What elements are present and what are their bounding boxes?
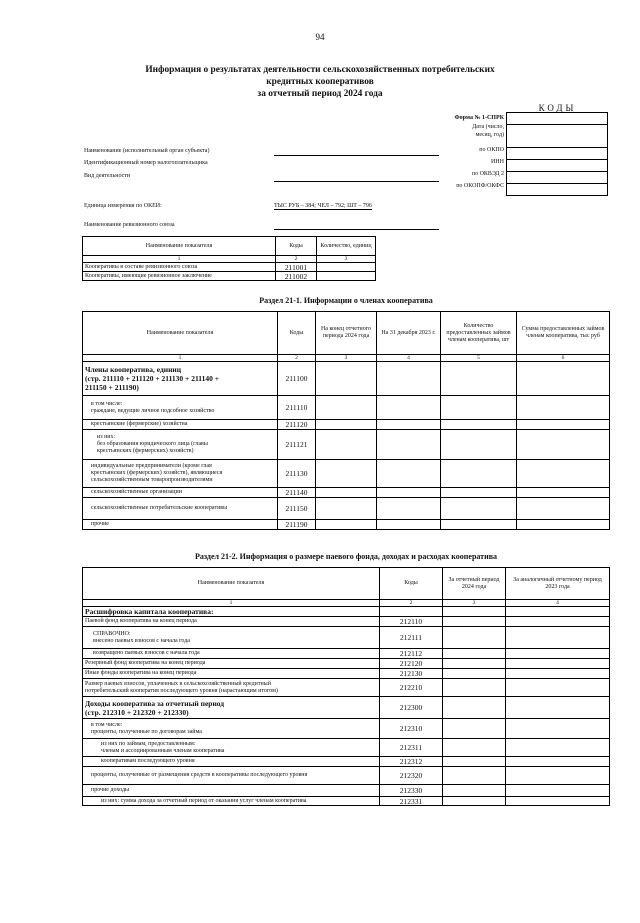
s1-num: 5	[441, 355, 517, 362]
s1-header-end: На конец отчетного периода 2024 года	[316, 312, 377, 355]
t0-header-code: Коды	[276, 237, 317, 256]
s2-cell[interactable]	[506, 607, 610, 617]
s1-row-name: прочие	[83, 520, 278, 530]
s1-cell[interactable]	[377, 460, 441, 488]
s1-cell[interactable]	[517, 420, 610, 430]
s2-row-name-line: (стр. 212310 + 212320 + 212330)	[85, 707, 189, 717]
date-label-2: месяц, год)	[475, 132, 504, 138]
page-number: 94	[315, 32, 325, 42]
s2-cell[interactable]	[506, 659, 610, 669]
s1-row-code: 211130	[278, 460, 316, 488]
t0-row-code: 211002	[276, 272, 317, 281]
s1-cell[interactable]	[517, 520, 610, 530]
s2-row-name	[83, 697, 380, 719]
s1-row-code: 211190	[278, 520, 316, 530]
s2-cell[interactable]	[443, 697, 506, 719]
s1-row-name-line: (стр. 211110 + 211120 + 211130 + 211140 +	[85, 374, 220, 383]
s1-cell[interactable]	[441, 420, 517, 430]
s2-cell[interactable]	[506, 697, 610, 719]
s1-cell[interactable]	[316, 460, 377, 488]
s2-cell[interactable]	[443, 607, 506, 617]
s2-cell[interactable]	[506, 617, 610, 627]
s1-row-name	[83, 460, 278, 488]
s2-row-name-line: СПРАВОЧНО:	[93, 630, 131, 637]
t0-row-code: 211001	[276, 263, 317, 272]
inn-label: ИНН	[491, 159, 504, 165]
s2-cell[interactable]	[443, 617, 506, 627]
s2-cell[interactable]	[506, 785, 610, 797]
s1-cell[interactable]	[517, 396, 610, 420]
okpo-label: по ОКПО	[479, 147, 504, 153]
s2-row-name: Паевой фонд кооператива на конец периода	[83, 617, 380, 627]
s1-num: 3	[316, 355, 377, 362]
s2-row-name-line: Размер паевых взносов, уплаченных в сельскохозяйственный кредитный	[85, 680, 271, 687]
s1-header-code: Коды	[278, 312, 316, 355]
s2-num: 1	[83, 600, 380, 607]
s2-header-2024: За отчетный период 2024 года	[443, 568, 506, 600]
t0-num-1: 1	[83, 256, 276, 263]
s2-row-name: возвращено паевых взносов с начала года	[83, 649, 380, 659]
s1-row-name: крестьянские (фермерские) хозяйства	[83, 420, 278, 430]
s1-cell[interactable]	[316, 420, 377, 430]
s2-row-name-line: потребительский кооператив последующего уровня (нарастающим итогом)	[85, 687, 278, 694]
s1-row-code: 211100	[278, 362, 316, 396]
document-title	[120, 64, 520, 100]
s1-row-name	[83, 430, 278, 460]
s2-num: 3	[443, 600, 506, 607]
s2-row-name-line: Доходы кооператива за отчетный период	[85, 698, 225, 708]
union-label: Наименование ревизионного союза	[84, 222, 175, 228]
s2-row-name: прочие доходы	[83, 785, 380, 797]
s2-row-name	[83, 719, 380, 739]
s1-cell[interactable]	[441, 362, 517, 396]
s1-row-name-line: граждане, ведущие личное подсобное хозяйство	[91, 407, 215, 414]
s2-cell[interactable]	[506, 649, 610, 659]
s2-row-code: 212300	[380, 697, 443, 719]
s1-cell[interactable]	[441, 498, 517, 520]
s2-row-code: 212110	[380, 617, 443, 627]
s1-cell[interactable]	[441, 430, 517, 460]
s2-cell[interactable]	[443, 627, 506, 649]
title-line-1: Информация о результатах деятельности сельскохозяйственных потребительских	[145, 65, 495, 75]
s2-header-2023: За аналогичный отчетному период 2023 года	[506, 568, 610, 600]
s1-row-name-line: крестьянских (фермерских) хозяйств), являющиеся	[91, 470, 223, 476]
s2-row-name-line: в том числе:	[91, 721, 123, 728]
s1-row-name-line: без образования юридического лица (главы	[97, 441, 208, 447]
code-cell-okopf	[506, 183, 608, 196]
units-label: Единица измерения по ОКЕИ:	[84, 203, 162, 209]
s1-cell[interactable]	[377, 498, 441, 520]
code-cell-form	[506, 112, 608, 124]
s2-header-name: Наименование показателя	[83, 568, 380, 600]
s2-cell[interactable]	[443, 797, 506, 806]
s1-row-name: сельскохозяйственные потребительские кооперативы	[83, 498, 278, 520]
s1-cell[interactable]	[316, 520, 377, 530]
s2-row-code: 212111	[380, 627, 443, 649]
s1-header-loans-count: Количество предоставленных займов членам кооператива, шт	[441, 312, 517, 355]
okved-label: по ОКВЭД 2	[471, 171, 504, 177]
s2-row-name: Расшифровка капитала кооператива:	[83, 607, 380, 617]
s2-row-name-line: внесено паевых взносов с начала года	[93, 637, 190, 644]
s1-row-code: 211120	[278, 420, 316, 430]
code-cell-inn	[506, 159, 608, 171]
s1-row-name-line: индивидуальные предприниматели (кроме глав	[91, 463, 212, 469]
s2-cell[interactable]	[506, 757, 610, 767]
form-label: Форма № 1-СПРК	[454, 115, 504, 121]
s1-cell[interactable]	[517, 488, 610, 498]
s2-cell[interactable]	[443, 785, 506, 797]
taxid-label: Идентификационный номер налогоплательщика	[84, 160, 208, 166]
code-cell-date	[506, 124, 608, 147]
s2-row-code: 212120	[380, 659, 443, 669]
s1-cell[interactable]	[441, 488, 517, 498]
s1-cell[interactable]	[316, 430, 377, 460]
s1-header-loans-sum: Сумма предоставленных займов членам кооператива, тыс руб	[517, 312, 610, 355]
activity-label: Вид деятельности	[84, 173, 131, 179]
s2-row-code: 212330	[380, 785, 443, 797]
s2-cell[interactable]	[443, 659, 506, 669]
t0-header-qty: Количество, единиц	[317, 237, 376, 256]
s2-row-code	[380, 607, 443, 617]
t0-row-value[interactable]	[317, 272, 376, 281]
s2-cell[interactable]	[443, 767, 506, 785]
s1-cell[interactable]	[377, 488, 441, 498]
s1-cell[interactable]	[517, 460, 610, 488]
s1-num: 1	[83, 355, 278, 362]
code-cell-okved	[506, 171, 608, 183]
s2-row-code: 212112	[380, 649, 443, 659]
s1-cell[interactable]	[316, 498, 377, 520]
s2-row-name	[83, 739, 380, 757]
s2-row-code: 212312	[380, 757, 443, 767]
s1-cell[interactable]	[377, 520, 441, 530]
s2-row-code: 212311	[380, 739, 443, 757]
s2-cell[interactable]	[443, 739, 506, 757]
members-table	[82, 311, 610, 530]
t0-header-name: Наименование показателя	[83, 237, 276, 256]
s2-cell[interactable]	[443, 649, 506, 659]
org-label: Наименование (исполнительный орган субъекта)	[84, 148, 210, 154]
title-line-2: кредитных кооперативов	[266, 77, 374, 87]
s2-row-name: проценты, полученные от размещения средств в кооперативы последующего уровня	[83, 767, 380, 785]
s2-row-name-line: из них по займам, предоставленным:	[101, 740, 196, 747]
t0-row-name: Кооперативы, имеющие ревизионное заключение	[83, 272, 276, 281]
s1-row-code: 211110	[278, 396, 316, 420]
s1-header-dec31: На 31 декабря 2023 г.	[377, 312, 441, 355]
s1-header-name: Наименование показателя	[83, 312, 278, 355]
s1-cell[interactable]	[517, 362, 610, 396]
section2-title: Раздел 21-2. Информация о размере паевого фонда, доходах и расходах кооператива	[194, 552, 498, 561]
s2-row-name: кооперативам последующего уровня	[83, 757, 380, 767]
s1-cell[interactable]	[517, 430, 610, 460]
s1-row-name: сельскохозяйственные организации	[83, 488, 278, 498]
fund-table	[82, 567, 610, 806]
s1-cell[interactable]	[517, 498, 610, 520]
t0-num-3: 3	[317, 256, 376, 263]
s2-cell[interactable]	[443, 679, 506, 697]
s1-row-name	[83, 396, 278, 420]
s1-row-name-line: крестьянских (фермерских) хозяйств)	[97, 448, 194, 454]
code-cell-okpo	[506, 147, 608, 159]
s2-row-name: из них: сумма дохода за отчетный период от оказания услуг членам кооператива	[83, 797, 380, 806]
s2-num: 4	[506, 600, 610, 607]
s2-num: 2	[380, 600, 443, 607]
s1-cell[interactable]	[377, 430, 441, 460]
s1-row-name-line: Члены кооператива, единиц	[85, 365, 182, 374]
title-line-3: за отчетный период 2024 года	[257, 89, 383, 99]
okopf-label: по ОКОПФ/ОКФС	[456, 183, 504, 189]
s2-cell[interactable]	[506, 719, 610, 739]
s1-row-name-line: в том числе:	[91, 400, 123, 407]
s2-cell[interactable]	[443, 669, 506, 679]
s2-row-name-line: проценты, полученные по договорам займа	[91, 728, 202, 735]
t0-row-value[interactable]	[317, 263, 376, 272]
union-underline	[274, 229, 439, 230]
s1-cell[interactable]	[441, 520, 517, 530]
activity-underline	[274, 181, 439, 182]
s1-cell[interactable]	[377, 420, 441, 430]
s2-row-name	[83, 627, 380, 649]
codes-header: КОДЫ	[538, 103, 577, 113]
s2-row-code: 212320	[380, 767, 443, 785]
s1-cell[interactable]	[377, 396, 441, 420]
s2-cell[interactable]	[443, 757, 506, 767]
s1-row-code: 211121	[278, 430, 316, 460]
t0-num-2: 2	[276, 256, 317, 263]
s1-row-name-line: из них:	[97, 434, 116, 440]
s1-row-code: 211140	[278, 488, 316, 498]
s2-cell[interactable]	[506, 669, 610, 679]
s1-row-name-line: 211150 + 211190)	[85, 383, 139, 392]
s1-num: 2	[278, 355, 316, 362]
codes-box	[506, 112, 608, 196]
s1-num: 6	[517, 355, 610, 362]
s2-cell[interactable]	[506, 797, 610, 806]
s2-cell[interactable]	[443, 719, 506, 739]
s1-cell[interactable]	[377, 362, 441, 396]
s2-cell[interactable]	[506, 767, 610, 785]
s1-row-name-line: сельскохозяйственным товаропроизводителями	[91, 477, 213, 483]
s2-cell[interactable]	[506, 679, 610, 697]
s1-row-code: 211150	[278, 498, 316, 520]
org-underline	[274, 155, 439, 156]
s1-cell[interactable]	[316, 362, 377, 396]
s2-row-code: 212331	[380, 797, 443, 806]
s2-cell[interactable]	[506, 627, 610, 649]
s2-row-code: 212130	[380, 669, 443, 679]
s1-cell[interactable]	[441, 460, 517, 488]
units-value: ТЫС РУБ – 384; ЧЕЛ – 792; ШТ – 796	[274, 203, 372, 209]
s2-header-code: Коды	[380, 568, 443, 600]
date-label: Дата (число,	[472, 124, 504, 130]
section1-title: Раздел 21-1. Информации о членах кооператива	[259, 296, 433, 305]
s2-row-name-line: членам и ассоциированным членам кооператива	[101, 747, 225, 754]
s2-row-name: Резервный фонд кооператива на конец периода	[83, 659, 380, 669]
s2-row-code: 212310	[380, 719, 443, 739]
s2-row-code: 212210	[380, 679, 443, 697]
s2-cell[interactable]	[506, 739, 610, 757]
s1-cell[interactable]	[316, 488, 377, 498]
s1-cell[interactable]	[441, 396, 517, 420]
s2-row-name: Иные фонды кооператива на конец периода	[83, 669, 380, 679]
union-table	[82, 236, 376, 281]
s2-row-name	[83, 679, 380, 697]
s1-row-name	[83, 362, 278, 396]
s1-num: 4	[377, 355, 441, 362]
s1-cell[interactable]	[316, 396, 377, 420]
t0-row-name: Кооперативы в составе ревизионного союза	[83, 263, 276, 272]
